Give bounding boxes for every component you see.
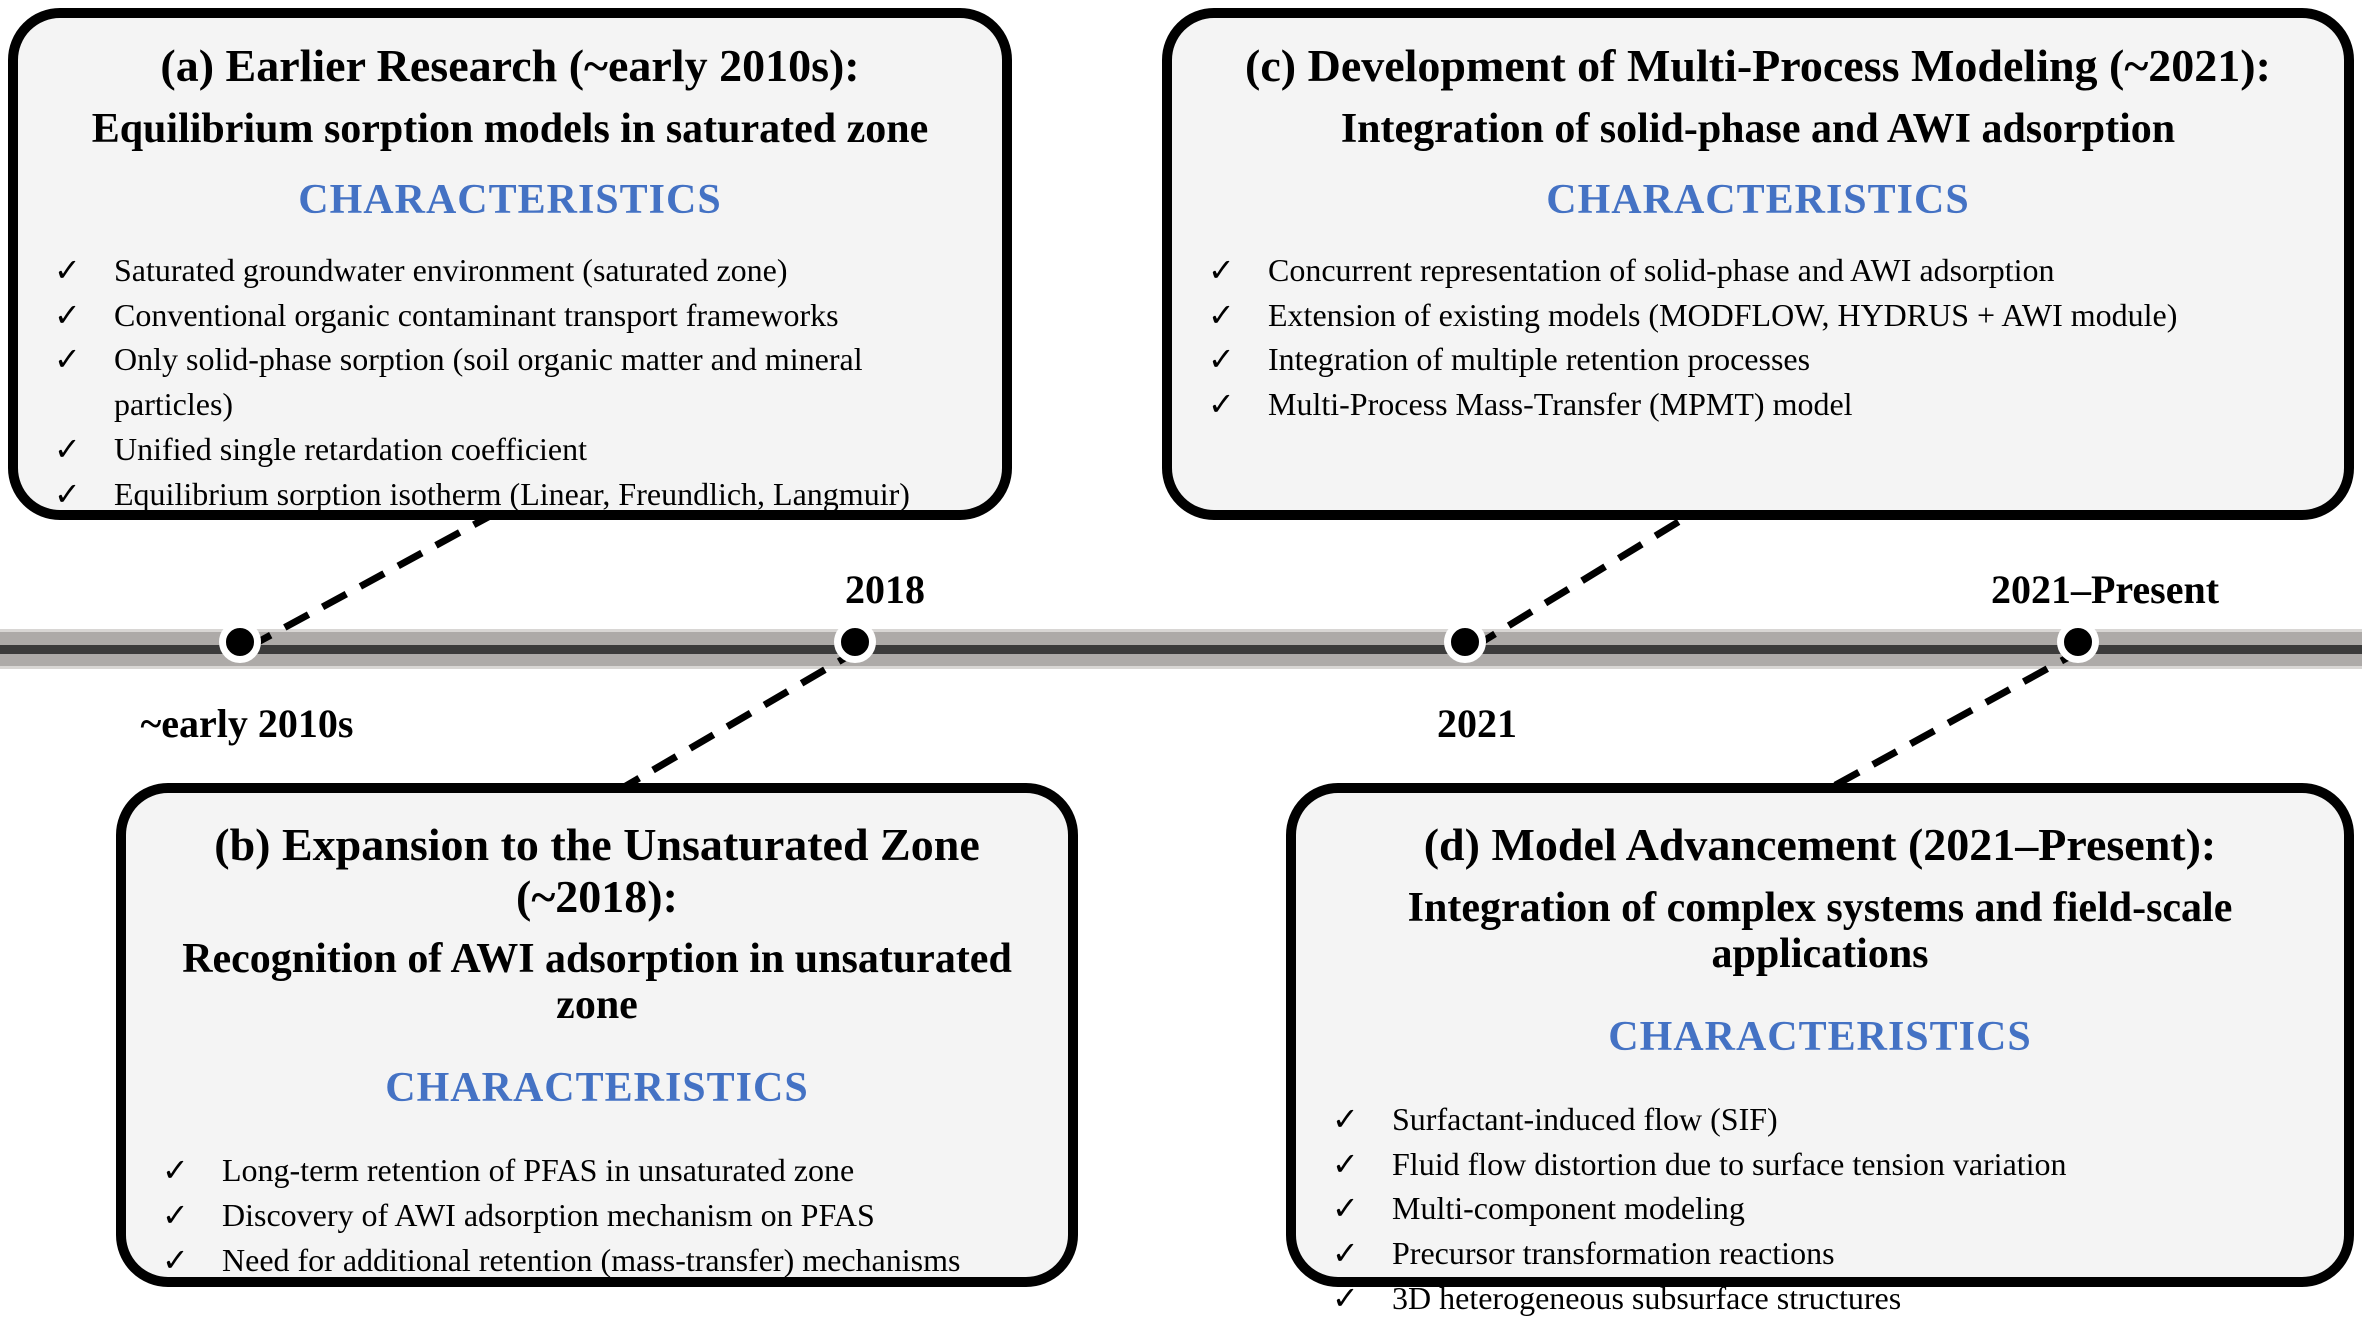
check-icon: ✓: [1332, 1235, 1359, 1272]
list-item: [54, 472, 976, 517]
item-text: Long-term retention of PFAS in unsaturated zone: [222, 1152, 855, 1189]
list-item: [1332, 1186, 2318, 1231]
item-text: Only solid-phase sorption (soil organic matter and mineral particles): [114, 341, 863, 423]
timeline-milestone-dot-2021: [1444, 621, 1486, 663]
timeline-milestone-dot-early-2010s: [219, 621, 261, 663]
item-text: Surfactant-induced flow (SIF): [1392, 1100, 1778, 1137]
timeline-label-2021: 2021: [1437, 701, 1517, 746]
list-item: [1332, 1276, 2318, 1321]
list-item: [1208, 382, 2318, 427]
timeline-label-early-2010s: ~early 2010s: [140, 701, 354, 746]
check-icon: ✓: [54, 341, 81, 378]
panel-earlier-research: [8, 8, 1012, 520]
list-item: [162, 1193, 1042, 1238]
list-item: [1208, 248, 2318, 293]
list-item: [162, 1238, 1042, 1283]
check-icon: ✓: [1208, 296, 1235, 333]
item-text: Precursor transformation reactions: [1392, 1235, 1835, 1272]
item-text: Need for additional retention (mass-transfer) mechanisms: [222, 1242, 961, 1278]
check-icon: ✓: [162, 1152, 189, 1189]
characteristics-heading: CHARACTERISTICS: [385, 1065, 809, 1112]
panel-subtitle: Equilibrium sorption models in saturated zone: [91, 105, 929, 152]
timeline-label-2021-present: 2021–Present: [1990, 567, 2220, 612]
item-text: Multi-Process Mass-Transfer (MPMT) model: [1268, 386, 1853, 423]
check-icon: ✓: [1332, 1100, 1359, 1137]
timeline-bar: [0, 629, 2362, 669]
list-item: [1208, 337, 2318, 382]
item-text: Integration of multiple retention processes: [1268, 341, 1811, 378]
check-icon: ✓: [1332, 1145, 1359, 1182]
item-text: Fluid flow distortion due to surface tension variation: [1392, 1145, 2067, 1182]
panel-subtitle: Recognition of AWI adsorption in unsaturated zone: [182, 936, 1012, 1029]
list-item: [1332, 1142, 2318, 1187]
item-text: Equilibrium sorption isotherm (Linear, Freundlich, Langmuir): [114, 475, 910, 512]
characteristics-list: [40, 248, 980, 517]
item-text: 3D heterogeneous subsurface structures: [1392, 1280, 1902, 1317]
check-icon: ✓: [1208, 386, 1235, 423]
list-item: [54, 337, 976, 427]
item-text: Saturated groundwater environment (saturated zone): [114, 251, 788, 288]
characteristics-heading: CHARACTERISTICS: [1608, 1013, 2032, 1060]
panel-title: (a) Earlier Research (~early 2010s):: [160, 40, 860, 91]
list-item: [162, 1148, 1042, 1193]
check-icon: ✓: [1332, 1280, 1359, 1317]
list-item: [1332, 1231, 2318, 1276]
check-icon: ✓: [162, 1242, 189, 1278]
panel-model-advancement: [1286, 783, 2354, 1317]
characteristics-heading: CHARACTERISTICS: [298, 176, 722, 223]
list-item: [1208, 293, 2318, 338]
panel-subtitle: Integration of complex systems and field-scale applications: [1407, 884, 2233, 977]
list-item: [54, 427, 976, 472]
panel-title: (c) Development of Multi-Process Modeling (~2021):: [1245, 40, 2271, 91]
item-text: Concurrent representation of solid-phase and AWI adsorption: [1268, 251, 2055, 288]
panel-subtitle: Integration of solid-phase and AWI adsorption: [1340, 105, 2176, 152]
item-text: Conventional organic contaminant transport frameworks: [114, 296, 839, 333]
timeline-milestone-dot-2018: [834, 621, 876, 663]
check-icon: ✓: [1208, 251, 1235, 288]
list-item: [54, 293, 976, 338]
check-icon: ✓: [54, 475, 81, 512]
panel-title: (d) Model Advancement (2021–Present):: [1423, 819, 2217, 870]
characteristics-list: [1318, 1097, 2322, 1321]
list-item: [54, 248, 976, 293]
panel-unsaturated-zone: [116, 783, 1078, 1287]
characteristics-list: [148, 1148, 1046, 1282]
panel-multi-process-modeling: [1162, 8, 2354, 520]
check-icon: ✓: [54, 251, 81, 288]
item-text: Multi-component modeling: [1392, 1190, 1745, 1227]
timeline-milestone-dot-2021-present: [2057, 621, 2099, 663]
timeline-bar-core: [0, 645, 2362, 654]
characteristics-heading: CHARACTERISTICS: [1546, 176, 1970, 223]
check-icon: ✓: [1208, 341, 1235, 378]
item-text: Extension of existing models (MODFLOW, HYDRUS + AWI module): [1268, 296, 2178, 333]
timeline-label-2018: 2018: [845, 567, 925, 612]
check-icon: ✓: [1332, 1190, 1359, 1227]
check-icon: ✓: [54, 430, 81, 467]
list-item: [1332, 1097, 2318, 1142]
item-text: Unified single retardation coefficient: [114, 430, 587, 467]
characteristics-list: [1194, 248, 2322, 427]
check-icon: ✓: [54, 296, 81, 333]
panel-title: (b) Expansion to the Unsaturated Zone (~2018):: [214, 819, 980, 922]
item-text: Discovery of AWI adsorption mechanism on PFAS: [222, 1197, 875, 1234]
check-icon: ✓: [162, 1197, 189, 1234]
